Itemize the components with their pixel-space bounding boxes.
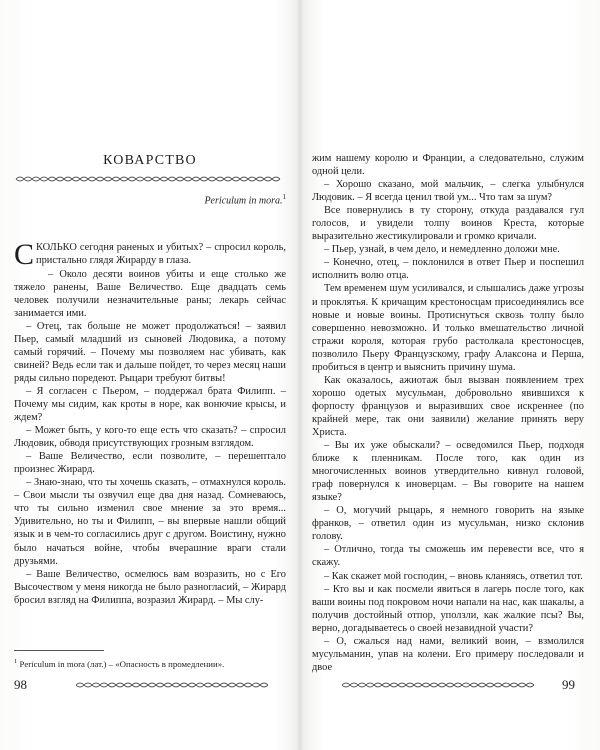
paragraph: – Кто вы и как посмели явиться в лагерь после того, как ваши воины под покровом ночи напали на нас, как шакалы, а получив достойный отпор, уползли, как жалкие псы? Вы, верно, догадываетесь о своей незавидной участи? bbox=[312, 583, 584, 634]
paragraph: – Пьер, узнай, в чем дело, и немедленно доложи мне. bbox=[324, 244, 560, 256]
paragraph: – Отлично, тогда ты сможешь им перевести все, что я скажу. bbox=[312, 544, 584, 569]
left-page bbox=[14, 150, 286, 607]
paragraph: – Как скажет мой господин, – вновь кланяясь, ответил тот. bbox=[324, 570, 583, 582]
page-number-right: 99 bbox=[562, 677, 575, 692]
dropcap-letter: С bbox=[14, 238, 35, 272]
first-paragraph-text: КОЛЬКО сегодня раненых и убитых? – спросил король, пристально глядя Жирарду в глаза. bbox=[36, 242, 286, 267]
footer-ornament-right bbox=[340, 681, 540, 689]
footnote-rule bbox=[14, 650, 104, 651]
paragraph: Как оказалось, ажиотаж был вызван появлением трех хорошо одетых мусульман, добровольно явившихся к форпосту французов и выразивших свое искреннее (по крайней мере, так они заявили) желание принять веру Христа. bbox=[312, 374, 584, 438]
paragraph: – Около десяти воинов убиты и еще столько же тяжело ранены, Ваше Величество. Еще двадцать семь человек получили незначительные раны; лекарь сейчас занимается ими. bbox=[14, 268, 286, 319]
footer-ornament-left bbox=[74, 681, 274, 689]
paragraph: – Ваше Величество, осмелюсь вам возразить, но с Его Высочеством у меня никогда не было разногласий, – Жирард бросил взгляд на Филиппа, возразил Жирард. – Мы слу- bbox=[14, 568, 286, 606]
footnote-text: Periculum in mora (лат.) – «Опасность в промедлении». bbox=[19, 658, 225, 669]
epigraph-footnote-mark: 1 bbox=[282, 193, 286, 202]
paragraph: – О, могучий рыцарь, я немного говорить на языке франков, – ответил один из мусульман, низко склонив голову. bbox=[312, 505, 584, 543]
right-page bbox=[312, 152, 584, 674]
page-number-left: 98 bbox=[14, 677, 27, 692]
footnote-mark: 1 bbox=[14, 658, 18, 665]
footnote bbox=[14, 656, 286, 670]
paragraph: Все повернулись в ту сторону, откуда раздавался гул голосов, и увидели толпу воинов Креста, которые выразительно жестикулировали и громко кричали. bbox=[312, 205, 584, 243]
paragraph: – Может быть, у кого-то еще есть что сказать? – спросил Людовик, обводя присутствующих грозным взглядом. bbox=[14, 425, 286, 450]
paragraph: – О, сжалься над нами, великий воин, – взмолился мусульманин, упав на колени. Его примеру последовали и двое bbox=[312, 635, 584, 673]
paragraph: – Конечно, отец, – поклонился в ответ Пьер и поспешил исполнить волю отца. bbox=[312, 257, 584, 282]
chapter-ornament-divider bbox=[14, 175, 286, 183]
paragraph: – Отец, так больше не может продолжаться! – заявил Пьер, самый младший из сыновей Людовика, а потому самый горячий. – Почему мы позволяем нас убивать, как свиней? Ведь если так и дальше пойдет, то через месяц наши ряды сильно поредеют. Рыцари требуют битвы! bbox=[14, 320, 286, 384]
paragraph: – Вы их уже обыскали? – осведомился Пьер, подходя ближе к пленникам. После того, как один из многочисленных воинов утвердительно кивнул головой, граф повернулся к иноверцам. – Вы говорите на нашем языке? bbox=[312, 440, 584, 504]
paragraph: – Хорошо сказано, мой мальчик, – слегка улыбнулся Людовик. – Я всегда ценил твой ум... Что там за шум? bbox=[312, 179, 584, 204]
paragraph: – Я согласен с Пьером, – поддержал брата Филипп. – Почему мы сидим, как кроты в норе, как вонючие крысы, и ждем? bbox=[14, 385, 286, 424]
paragraph: – Знаю-знаю, что ты хочешь сказать, – отмахнулся король. – Свои мысли ты озвучил еще два дня назад. Сомневаюсь, что ты сильно изменил свое мнение за это время... Удивительно, но ты и Филипп, – вы впервые нашли общий язык и в чем-то согласились друг с другом. Воистину, нужно было начаться войне, чтобы вчерашние враги стали друзьями. bbox=[14, 477, 286, 567]
chapter-title: КОВАРСТВО bbox=[103, 153, 197, 168]
epigraph bbox=[14, 191, 286, 207]
paragraph: Тем временем шум усиливался, и слышались даже угрозы и проклятья. К кричащим крестоносцам присоединялись все новые и новые воины. Протиснуться сквозь толпу было совершенно невозможно. И только вмешательство личной стражи короля, которая грубо растолкала крестоносцев, позволило Пьеру Французскому, графу Алаксона и Перша, пробиться в центр и выяснить причину шума. bbox=[312, 283, 584, 373]
paragraph: – Ваше Величество, если позволите, – перешептало произнес Жирард. bbox=[14, 451, 286, 476]
book-spine bbox=[296, 0, 304, 750]
first-paragraph bbox=[14, 238, 286, 272]
paragraph: жим нашему королю и Франции, а следовательно, служим одной цели. bbox=[312, 153, 584, 178]
epigraph-text: Periculum in mora. bbox=[204, 195, 283, 207]
